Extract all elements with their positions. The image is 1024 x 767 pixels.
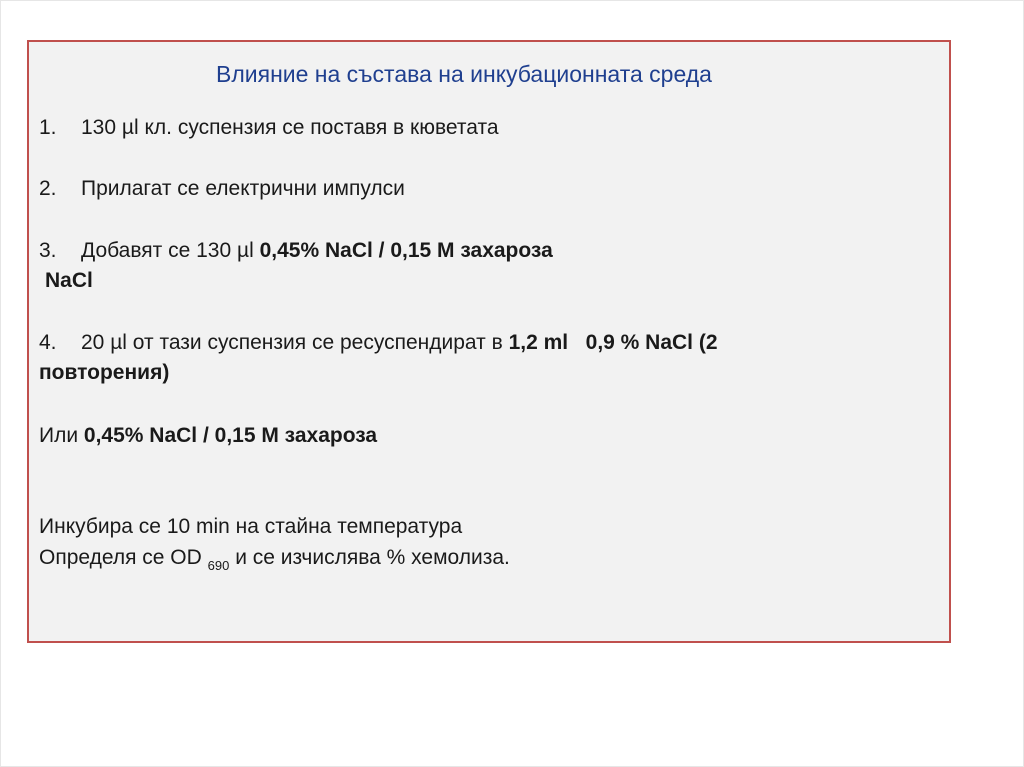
step-bold-text: 0,9 % NaCl (2 [585,331,718,354]
step-text: 130 µl кл. суспензия се поставя в кюветата [81,116,499,139]
alternative-bold: 0,45% NaCl / 0,15 М захароза [83,424,378,447]
step-text: 20 µl от тази суспензия се ресуспендират в [81,331,509,354]
alternative-line [39,422,377,450]
measure-line [39,544,510,580]
measure-suffix: и се изчислява % хемолиза. [229,546,510,569]
step-bold-text: 1,2 ml [508,331,569,354]
step-number: 2. [39,177,57,200]
step-bold-text: NaCl [45,269,93,292]
step-1 [39,114,499,142]
step-number: 3. [39,239,57,262]
step-2 [39,175,405,203]
step-3 [39,237,553,265]
step-bold-text: 0,45% NaCl / 0,15 М захароза [259,239,553,262]
step-text: Прилагат се електрични импулси [81,177,405,200]
measure-prefix: Определя се OD [39,546,208,569]
step-4-continuation [39,359,169,387]
alternative-prefix: Или [39,424,84,447]
step-4 [39,329,718,357]
incubation-line: Инкубира се 10 min на стайна температура [39,515,463,538]
step-number: 1. [39,116,57,139]
step-bold-text: повторения) [39,361,170,384]
step-3-continuation [45,267,93,295]
step-text: Добавят се 130 µl [81,239,260,262]
spacer [568,331,586,354]
slide-title: Влияние на състава на инкубационната среда [216,61,712,87]
step-number: 4. [39,331,57,354]
measure-subscript: 690 [207,558,230,573]
